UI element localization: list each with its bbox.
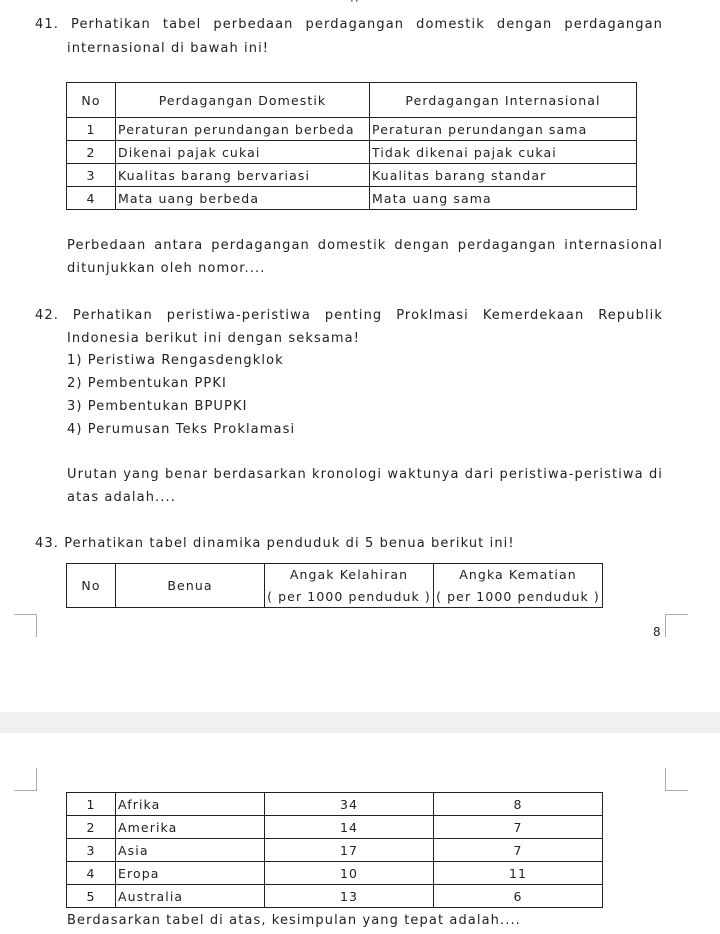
q43-cell-benua: Amerika	[116, 816, 265, 839]
q43-header-kematian: Angka Kematian	[434, 564, 603, 586]
q42-item-4: 4) Perumusan Teks Proklamasi	[67, 422, 296, 437]
q41-cell-domestik: Peraturan perundangan berbeda	[116, 118, 370, 141]
q43-cell-kematian: 7	[434, 839, 603, 862]
q43-cell-kelahiran: 10	[265, 862, 434, 885]
q43-cell-kematian: 11	[434, 862, 603, 885]
q41-cell-no: 2	[67, 141, 116, 164]
table-row	[67, 862, 603, 885]
q43-header-kelahiran: Angak Kelahiran	[265, 564, 434, 586]
q43-header-kelahiran-unit: ( per 1000 penduduk )	[265, 586, 434, 608]
q42-after-1: Urutan yang benar berdasarkan kronologi waktunya dari peristiwa-peristiwa di	[67, 467, 664, 482]
q41-line-2: internasional di bawah ini!	[67, 41, 270, 56]
q43-cell-no: 2	[67, 816, 116, 839]
q43-cell-no: 5	[67, 885, 116, 908]
q43-cell-kelahiran: 14	[265, 816, 434, 839]
q41-cell-no: 1	[67, 118, 116, 141]
q41-cell-no: 3	[67, 164, 116, 187]
q43-cell-kelahiran: 17	[265, 839, 434, 862]
q41-table-header	[67, 83, 637, 118]
q43-cell-kematian: 6	[434, 885, 603, 908]
q41-cell-internasional: Tidak dikenai pajak cukai	[370, 141, 637, 164]
q42-after-2: atas adalah....	[67, 490, 176, 505]
q43-cell-benua: Eropa	[116, 862, 265, 885]
q42-line-2: Indonesia berikut ini dengan seksama!	[67, 331, 361, 346]
table-row	[67, 164, 637, 187]
table-row	[67, 118, 637, 141]
q43-after: Berdasarkan tabel di atas, kesimpulan yang tepat adalah....	[67, 913, 521, 928]
table-row	[67, 885, 603, 908]
q43-header-no: No	[67, 564, 116, 608]
q41-cell-domestik: Kualitas barang bervariasi	[116, 164, 370, 187]
table-row	[67, 141, 637, 164]
page-separator	[0, 712, 720, 733]
page-corner-mark	[14, 768, 37, 791]
q43-cell-kematian: 7	[434, 816, 603, 839]
table-row	[67, 793, 603, 816]
q43-table-header	[66, 563, 603, 608]
q41-line-1: 41. Perhatikan tabel perbedaan perdagangan domestik dengan perdagangan	[35, 17, 663, 32]
table-row	[67, 187, 637, 210]
q43-cell-no: 3	[67, 839, 116, 862]
q43-cell-kelahiran: 13	[265, 885, 434, 908]
q41-header-domestik: Perdagangan Domestik	[116, 83, 370, 118]
q42-item-2: 2) Pembentukan PPKI	[67, 376, 227, 391]
q43-cell-benua: Afrika	[116, 793, 265, 816]
page-corner-mark	[665, 614, 688, 637]
page-corner-mark	[665, 768, 688, 791]
q43-line-1: 43. Perhatikan tabel dinamika penduduk di 5 benua berikut ini!	[35, 536, 515, 551]
q43-cell-no: 4	[67, 862, 116, 885]
q42-item-3: 3) Pembentukan BPUPKI	[67, 399, 248, 414]
q41-header-no: No	[67, 83, 116, 118]
q43-cell-no: 1	[67, 793, 116, 816]
q41-cell-no: 4	[67, 187, 116, 210]
q43-table-body	[66, 792, 603, 908]
q41-after-1: Perbedaan antara perdagangan domestik dengan perdagangan internasional	[67, 238, 663, 253]
q43-cell-kelahiran: 34	[265, 793, 434, 816]
page-number: 8	[653, 625, 662, 639]
table-row	[67, 816, 603, 839]
q43-header-benua: Benua	[116, 564, 265, 608]
q41-cell-internasional: Mata uang sama	[370, 187, 637, 210]
q41-header-internasional: Perdagangan Internasional	[370, 83, 637, 118]
q41-cell-domestik: Mata uang berbeda	[116, 187, 370, 210]
q42-item-1: 1) Peristiwa Rengasdengklok	[67, 353, 284, 368]
q43-header-kematian-unit: ( per 1000 penduduk )	[434, 586, 603, 608]
q41-cell-internasional: Peraturan perundangan sama	[370, 118, 637, 141]
q43-cell-benua: Australia	[116, 885, 265, 908]
q41-cell-internasional: Kualitas barang standar	[370, 164, 637, 187]
q43-cell-kematian: 8	[434, 793, 603, 816]
q41-table	[66, 82, 637, 210]
top-marks: ··	[350, 0, 360, 8]
q43-cell-benua: Asia	[116, 839, 265, 862]
table-row	[67, 839, 603, 862]
q41-cell-domestik: Dikenai pajak cukai	[116, 141, 370, 164]
page-corner-mark	[14, 614, 37, 637]
q42-line-1: 42. Perhatikan peristiwa-peristiwa penting Proklmasi Kemerdekaan Republik	[35, 308, 663, 323]
q41-after-2: ditunjukkan oleh nomor....	[67, 261, 266, 276]
